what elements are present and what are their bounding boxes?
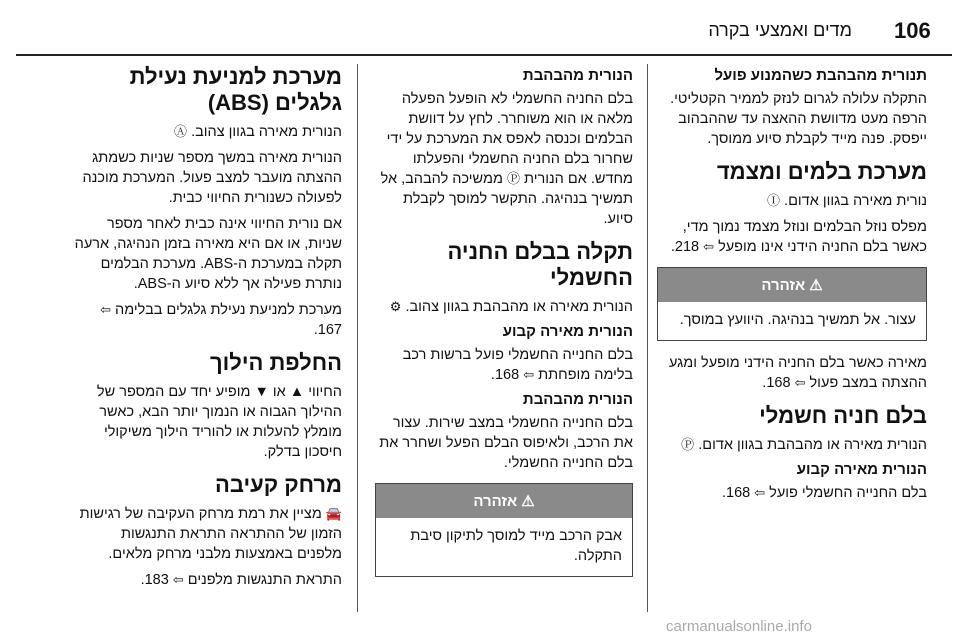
right-column [657, 64, 927, 509]
subheading: תנורית מהבהבת כשהמנוע פועל [714, 67, 927, 84]
paragraph: בלם החנייה החשמלי פועל ברשות רכב בלימה מופחתת ⇦ 168. [402, 347, 633, 383]
paragraph: הנורית מאירה או מהבהבת בגוון אדום. Ⓟ [681, 437, 927, 453]
column-divider [647, 64, 648, 612]
reference-arrow-icon: ⇦ [754, 485, 766, 500]
left-column [72, 64, 342, 596]
paragraph: בלם החנייה החשמלי במצב שירות. עצור את הרכב, ולאיפוס הבלם הפעל ושחרר את בלם החנייה החשמלי. [379, 415, 633, 471]
page-reference[interactable]: 168 [726, 485, 751, 501]
paragraph: נורית מאירה בגוון אדום. Ⓘ [767, 193, 927, 209]
following-distance-icon: 🚘 [325, 506, 342, 521]
section-heading: בלם חניה חשמלי [759, 403, 927, 428]
page-reference[interactable]: 218 [674, 239, 700, 255]
page-reference[interactable]: 168 [766, 375, 791, 391]
paragraph: מערכת למניעת נעילת גלגלים בבלימה ⇦ 167. [100, 302, 342, 338]
paragraph: התקלה עלולה לגרום לנזק לממיר הקטליטי. הרפה מעט מדוושת ההאצה עד שההבהוב ייפסק. פנה מייד לקבלת סיוע ממוסך. [670, 91, 927, 147]
header-divider [16, 54, 952, 56]
warning-header: ⚠אזהרה [658, 268, 926, 302]
paragraph: אם נורית החיווי אינה כבית לאחר מספר שניות, או אם היא מאירה בזמן הנהיגה, ארעה תקלה במערכת ה-ABS. מערכת הבלמים נותרת פעילה אך ללא סיוע ה-ABS. [74, 216, 342, 292]
reference-arrow-icon: ⇦ [172, 572, 184, 587]
column-divider [357, 64, 358, 612]
page-reference[interactable]: 183 [144, 572, 169, 588]
paragraph: מאירה כאשר בלם החניה הידני מופעל ומגע ההצתה במצב פעול ⇦ 168. [668, 355, 927, 391]
warning-text: עצור. אל תמשיך בנהיגה. היוועץ במוסך. [679, 312, 916, 328]
parking-brake-lamp-icon: Ⓟ [506, 171, 520, 186]
subheading: הנורית מהבהבת [522, 67, 633, 84]
section-heading: החלפת הילוך [209, 350, 342, 375]
warning-box [657, 267, 927, 341]
subheading: הנורית מהבהבת [522, 391, 633, 408]
paragraph: הנורית מאירה או מהבהבת בגוון צהוב. ⚙ [389, 299, 633, 315]
warning-text: אבק הרכב מייד למוסך לתיקון סיבת התקלה. [410, 528, 622, 564]
watermark: carmanualsonline.info [666, 618, 812, 635]
parking-brake-lamp-icon: Ⓟ [681, 437, 695, 452]
abs-lamp-icon: Ⓐ [174, 124, 188, 139]
paragraph: החיווי ▲ או ▼ מופיע יחד עם המספר של ההילוך הגבוה או הנמוך יותר הבא, כאשר מומלץ להעלות או להוריד הילוך משיקולי חיסכון בדלק. [96, 384, 342, 460]
page-number: 106 [894, 18, 931, 43]
warning-box [375, 483, 633, 577]
reference-arrow-icon: ⇦ [100, 302, 112, 317]
paragraph: התראת התנגשות מלפנים ⇦ 183. [140, 572, 342, 588]
reference-arrow-icon: ⇦ [523, 367, 535, 382]
section-heading: מערכת בלמים ומצמד [716, 159, 927, 184]
warning-triangle-icon: ⚠ [521, 493, 535, 510]
page-reference[interactable]: 167 [317, 322, 342, 338]
paragraph: הנורית מאירה בגוון צהוב. Ⓐ [174, 124, 342, 140]
section-heading: מרחק קעיבה [214, 472, 342, 497]
paragraph: בלם החנייה החשמלי פועל ⇦ 168. [721, 485, 927, 501]
middle-column [375, 64, 633, 589]
brake-fault-lamp-icon: ⚙ [389, 299, 402, 314]
reference-arrow-icon: ⇦ [794, 375, 806, 390]
page-header [0, 0, 960, 58]
reference-arrow-icon: ⇦ [703, 239, 715, 254]
warning-header: ⚠אזהרה [376, 484, 632, 518]
subheading: הנורית מאירה קבוע [796, 461, 927, 478]
section-heading: תקלה בבלם החניה החשמלי [447, 239, 633, 290]
subheading: הנורית מאירה קבוע [502, 323, 633, 340]
warning-triangle-icon: ⚠ [809, 277, 823, 294]
chapter-title: מדים ואמצעי בקרה [708, 20, 852, 40]
paragraph: 🚘 מציין את רמת מרחק העקיבה של רגישות הזמון של ההתראה התראת התנגשות מלפנים באמצעות מלבני מרחק מלאים. [79, 506, 342, 562]
warning-lamp-icon: Ⓘ [767, 193, 781, 208]
paragraph: הנורית מאירה במשך מספר שניות כשמתג ההצתה מועבר למצב פעול. המערכת מוכנה לפעולה כשנורית החיווי כבית. [82, 150, 342, 206]
page-reference[interactable]: 168 [494, 367, 520, 383]
paragraph: מפלס נוזל הבלמים ונוזל מצמד נמוך מדי, כאשר בלם החניה הידני אינו מופעל ⇦ 218. [670, 219, 927, 255]
section-heading: מערכת למניעת נעילת גלגלים (ABS) [129, 64, 342, 115]
paragraph: בלם החניה החשמלי לא הופעל הפעלה מלאה או הוא משוחרר. לחץ על דוושת הבלמים וכנסה לאפס את המערכת על ידי שחרור בלם החניה החשמלי והפעלתו מחדש. אם הנורית Ⓟ ממשיכה להבהב, אל תמשיך בנהיגה. התקשר למוסך לקבלת סיוע. [380, 91, 633, 227]
